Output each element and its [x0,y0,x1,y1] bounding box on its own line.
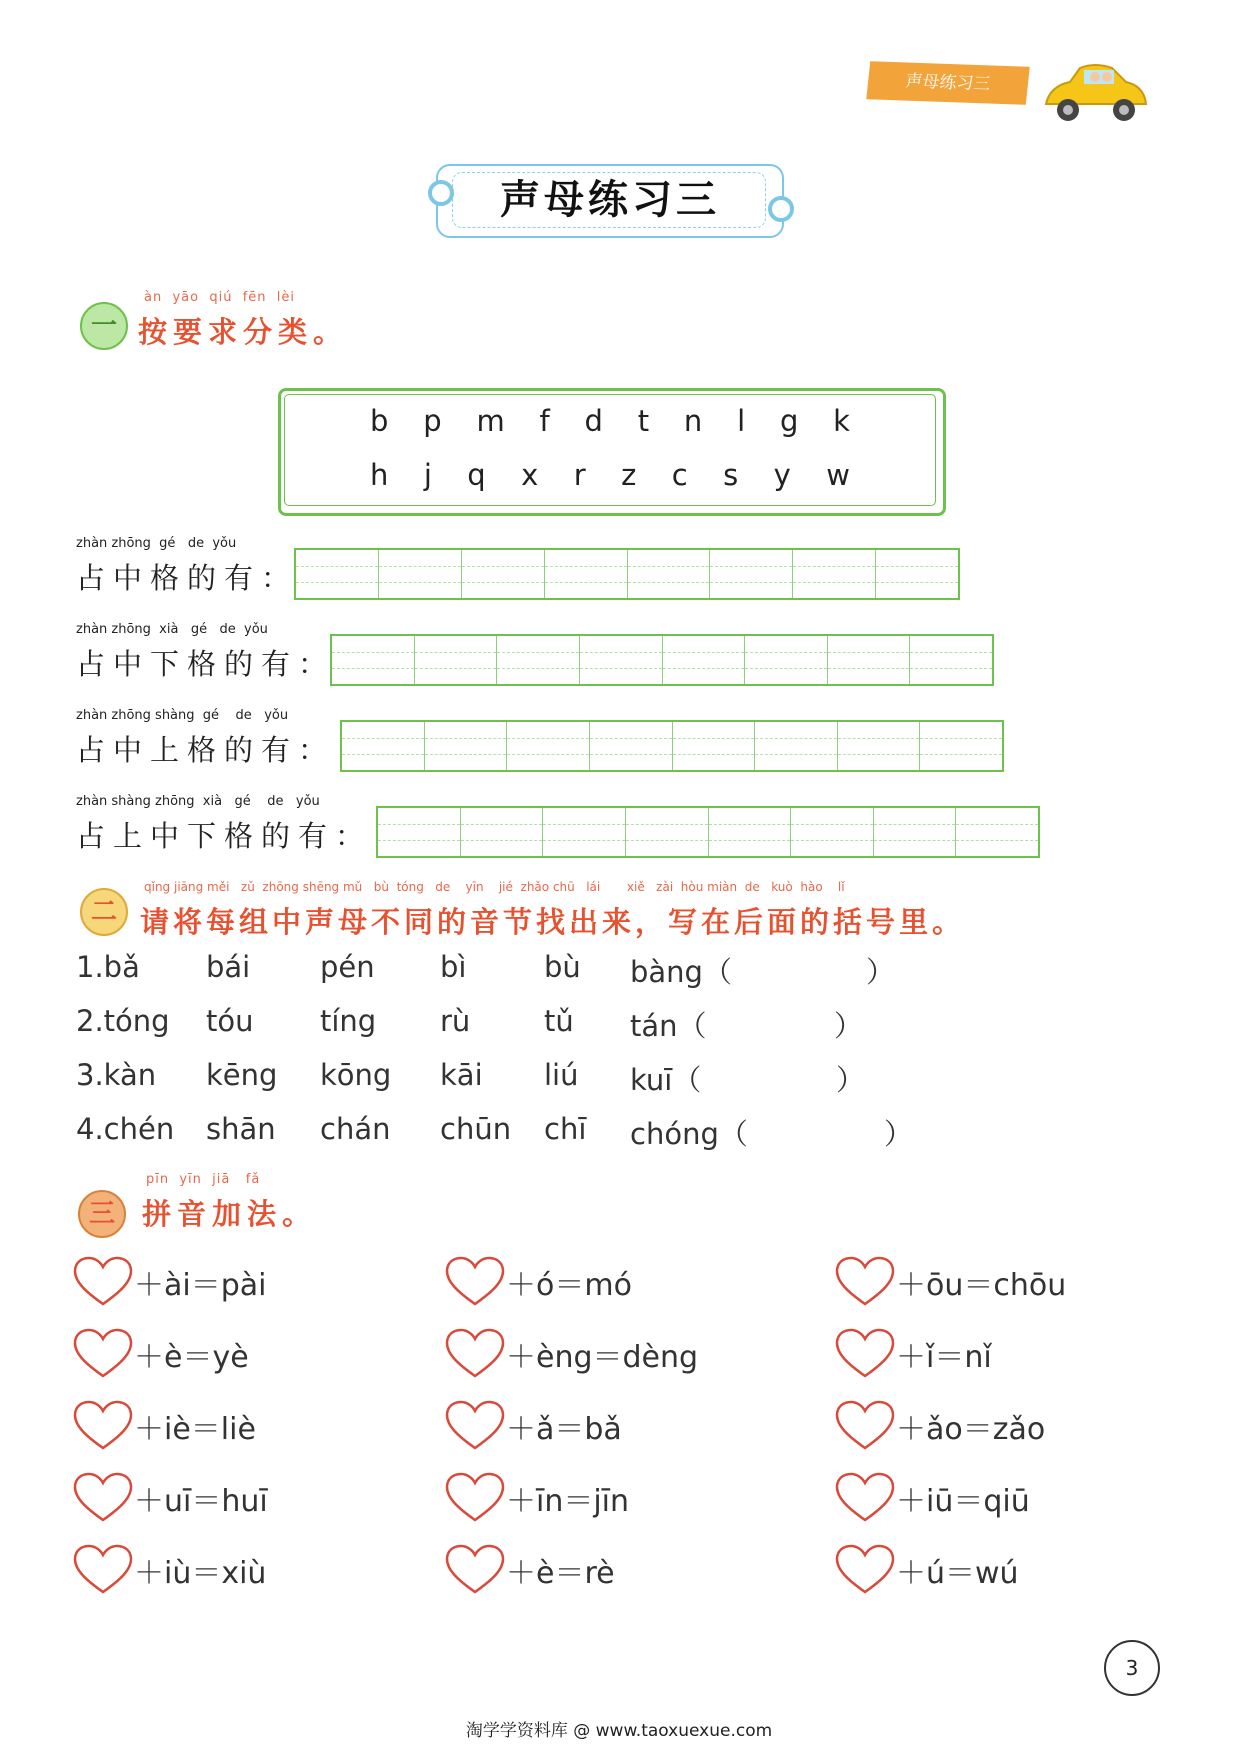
grid-cell[interactable] [828,636,911,684]
heart-blank-icon[interactable] [834,1544,896,1596]
answer-blank[interactable] [710,1008,800,1040]
page-title: 声母练习三 [500,177,720,223]
addition-equation: ＋iù＝xiù [134,1556,267,1591]
syllable: bàng（ [630,955,732,989]
letter: b [370,404,389,438]
addition-equation: ＋ài＝pài [134,1268,267,1303]
syllable: rù [440,1004,471,1038]
grid-cell[interactable] [838,722,921,770]
letter: x [521,458,539,492]
heart-blank-icon[interactable] [834,1400,896,1452]
syllable: 1.bǎ [76,950,140,984]
heart-blank-icon[interactable] [444,1256,506,1308]
letter: f [539,404,550,438]
grid-cell[interactable] [378,808,461,856]
syllable: chóng（ [630,1117,748,1151]
syllable: kēng [206,1058,278,1092]
car-icon [1040,60,1150,128]
syllable: bì [440,950,467,984]
row-label: 占上中下格的有： [76,819,373,853]
addition-equation: ＋ó＝mó [506,1268,632,1303]
syllable: bái [206,950,251,984]
syllable: 4.chén [76,1112,175,1146]
writing-grid[interactable] [376,806,1040,858]
grid-cell[interactable] [791,808,874,856]
row-label: 占中格的有： [76,561,299,595]
addition-equation: ＋iè＝liè [134,1412,256,1447]
heart-blank-icon[interactable] [444,1544,506,1596]
grid-cell[interactable] [507,722,590,770]
section-number: 三 [88,1199,115,1229]
syllable: shān [206,1112,276,1146]
section-pinyin: àn yāo qiú fēn lèi [144,290,296,305]
addition-equation: ＋iū＝qiū [896,1484,1030,1519]
section-pinyin: pīn yīn jiā fǎ [146,1172,261,1187]
grid-cell[interactable] [745,636,828,684]
letter: p [423,404,442,438]
section-pinyin: qǐng jiāng měi zǔ zhōng shēng mǔ bù tóng de yīn jié zhǎo chū lái xiě zài hòu miàn de kuò hào lǐ [144,880,845,894]
grid-cell[interactable] [793,550,876,598]
addition-equation: ＋īn＝jīn [506,1484,630,1519]
heart-blank-icon[interactable] [72,1328,134,1380]
letter: h [370,458,389,492]
grid-cell[interactable] [332,636,415,684]
writing-grid[interactable] [330,634,994,686]
syllable: chán [320,1112,391,1146]
row-label: 占中下格的有： [76,647,336,681]
grid-cell[interactable] [462,550,545,598]
syllable: kuī（ [630,1063,702,1097]
grid-cell[interactable] [626,808,709,856]
addition-equation: ＋ǎo＝zǎo [896,1412,1046,1447]
addition-equation: ＋ǎ＝bǎ [506,1412,622,1447]
letter: k [833,404,850,438]
grid-cell[interactable] [920,722,1002,770]
letter: l [737,404,746,438]
row-pinyin: zhàn zhōng shàng gé de yǒu [76,708,289,723]
grid-cell[interactable] [415,636,498,684]
addition-equation: ＋è＝rè [506,1556,615,1591]
letter: g [779,404,799,438]
grid-cell[interactable] [628,550,711,598]
syllable: kāi [440,1058,483,1092]
page-number: 3 [1104,1640,1160,1696]
grid-cell[interactable] [755,722,838,770]
letter: y [773,458,791,492]
bracket-close: ） [836,1063,866,1097]
heart-blank-icon[interactable] [72,1256,134,1308]
grid-cell[interactable] [663,636,746,684]
letters-row-1 [370,404,850,438]
section-title: 拼音加法。 [142,1197,318,1231]
heart-blank-icon[interactable] [834,1472,896,1524]
grid-cell[interactable] [910,636,992,684]
grid-cell[interactable] [545,550,628,598]
row-label: 占中上格的有： [76,733,336,767]
syllable: tóu [206,1004,254,1038]
syllable: tán（ [630,1009,707,1043]
cat-icon [80,888,128,936]
grid-cell[interactable] [461,808,544,856]
answer-blank[interactable] [710,954,800,986]
syllable: liú [544,1058,579,1092]
frog-icon [80,302,128,350]
letter: z [621,458,637,492]
grid-cell[interactable] [497,636,580,684]
grid-cell[interactable] [590,722,673,770]
letter: w [826,458,850,492]
heart-blank-icon[interactable] [834,1328,896,1380]
syllable: 2.tóng [76,1004,170,1038]
heart-blank-icon[interactable] [72,1472,134,1524]
grid-cell[interactable] [709,808,792,856]
grid-cell[interactable] [876,550,958,598]
grid-cell[interactable] [425,722,508,770]
bracket-close: ） [866,955,896,989]
addition-equation: ＋èng＝dèng [506,1340,699,1375]
addition-equation: ＋ǐ＝nǐ [896,1340,992,1375]
bracket-close: ） [834,1009,864,1043]
grid-cell[interactable] [710,550,793,598]
addition-equation: ＋ōu＝chōu [896,1268,1067,1303]
row-pinyin: zhàn shàng zhōng xià gé de yǒu [76,794,320,809]
heart-blank-icon[interactable] [444,1472,506,1524]
grid-cell[interactable] [543,808,626,856]
section-title: 请将每组中声母不同的音节找出来，写在后面的括号里。 [140,905,966,939]
letter: q [467,458,486,492]
section-title: 按要求分类。 [138,315,349,349]
heart-blank-icon[interactable] [72,1544,134,1596]
grid-cell[interactable] [580,636,663,684]
addition-equation: ＋è＝yè [134,1340,249,1375]
letters-row-2 [370,458,850,492]
syllable: kōng [320,1058,392,1092]
grid-cell[interactable] [956,808,1038,856]
footer-watermark: 淘学学资料库 @ www.taoxuexue.com [465,1721,773,1741]
heart-blank-icon[interactable] [72,1400,134,1452]
row-pinyin: zhàn zhōng gé de yǒu [76,536,237,551]
row-pinyin: zhàn zhōng xià gé de yǒu [76,622,268,637]
letter: r [573,458,586,492]
syllable: tíng [320,1004,377,1038]
syllable: 3.kàn [76,1058,157,1092]
answer-blank[interactable] [710,1062,800,1094]
section-number: 二 [90,897,117,927]
syllable: chī [544,1112,587,1146]
heart-blank-icon[interactable] [444,1400,506,1452]
writing-grid[interactable] [294,548,960,600]
header-tag: 声母练习三 [866,61,1029,105]
letter: s [723,458,739,492]
grid-cell[interactable] [296,550,379,598]
grid-cell[interactable] [874,808,957,856]
grid-cell[interactable] [379,550,462,598]
heart-blank-icon[interactable] [834,1256,896,1308]
addition-equation: ＋uī＝huī [134,1484,268,1519]
heart-blank-icon[interactable] [444,1328,506,1380]
syllable: tǔ [544,1004,574,1038]
writing-grid[interactable] [340,720,1004,772]
syllable: chūn [440,1112,512,1146]
letter: n [683,404,703,438]
letter: j [423,458,432,492]
answer-blank[interactable] [740,1116,830,1148]
letter: m [476,404,505,438]
addition-equation: ＋ú＝wú [896,1556,1019,1591]
letter: c [671,458,688,492]
grid-cell[interactable] [673,722,756,770]
grid-cell[interactable] [342,722,425,770]
letter: t [637,404,650,438]
section-number: 一 [90,311,117,341]
bracket-close: ） [884,1117,914,1151]
syllable: bù [544,950,581,984]
deer-icon [78,1190,126,1238]
letter: d [584,404,603,438]
syllable: pén [320,950,375,984]
